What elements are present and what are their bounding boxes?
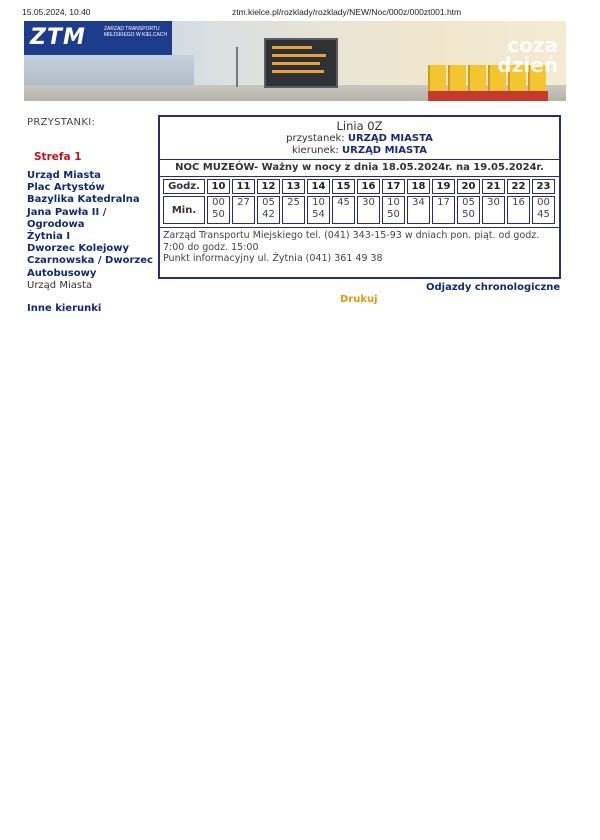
print-link[interactable]: Drukuj — [340, 294, 378, 305]
ztm-logo — [24, 21, 172, 55]
minute-cell — [432, 196, 455, 224]
minute-cell — [482, 196, 505, 224]
banner-pole — [236, 47, 238, 87]
minute-value: 45 — [537, 209, 550, 220]
minute-cell — [207, 196, 230, 224]
minute-value: 10 — [387, 197, 400, 208]
validity-notice: NOC MUZEÓW- Ważny w nocy z dnia 18.05.2024r. na 19.05.2024r. — [160, 159, 559, 177]
hour-cell: 21 — [482, 179, 505, 194]
stops-sidebar — [27, 117, 157, 314]
minute-value: 30 — [487, 197, 500, 208]
departures-table — [161, 177, 557, 226]
minute-cell — [507, 196, 530, 224]
minute-value: 34 — [412, 197, 425, 208]
minute-value: 54 — [312, 209, 325, 220]
hour-cell: 17 — [382, 179, 405, 194]
minute-value: 10 — [312, 197, 325, 208]
current-stop: Urząd Miasta — [27, 279, 93, 291]
line-name: Linia 0Z — [336, 119, 383, 133]
banner-info-screen — [264, 38, 338, 88]
stop-link[interactable]: Urząd Miasta — [27, 170, 101, 181]
minutes-row — [163, 196, 555, 224]
stop-link[interactable]: Jana Pawła II / Ogrodowa — [27, 206, 107, 230]
minute-value: 45 — [337, 197, 350, 208]
stops-list — [27, 170, 157, 292]
chronological-departures-link[interactable]: Odjazdy chronologiczne — [426, 282, 561, 293]
minute-cell — [332, 196, 355, 224]
print-datetime: 15.05.2024, 10:40 — [22, 7, 91, 17]
hour-cell: 16 — [357, 179, 380, 194]
minute-value: 05 — [462, 197, 475, 208]
minute-value: 16 — [512, 197, 525, 208]
stop-link[interactable]: Dworzec Kolejowy — [27, 243, 130, 255]
minutes-label: Min. — [163, 196, 205, 224]
stop-link[interactable]: Bazylika Katedralna — [27, 194, 140, 206]
hour-cell: 15 — [332, 179, 355, 194]
direction-label: kierunek: — [291, 145, 339, 156]
stop-label: przystanek: — [286, 133, 345, 144]
minute-value: 30 — [362, 197, 375, 208]
watermark-line-2: dzień — [497, 53, 558, 77]
hours-label: Godz. — [163, 179, 205, 194]
direction-name: URZĄD MIASTA — [342, 145, 427, 156]
hour-cell: 11 — [232, 179, 255, 194]
stop-link[interactable]: Czarnowska / Dworzec Autobusowy — [27, 255, 153, 279]
hours-row — [163, 179, 555, 194]
timetable-panel — [158, 115, 561, 279]
minute-value: 50 — [212, 209, 225, 220]
minute-value: 42 — [262, 209, 275, 220]
hour-cell: 22 — [507, 179, 530, 194]
minute-cell — [357, 196, 380, 224]
minute-value: 25 — [287, 197, 300, 208]
stop-row — [160, 133, 559, 145]
info-point: Punkt informacyjny ul. Żytnia (041) 361 49 38 — [163, 253, 383, 264]
minute-value: 50 — [462, 209, 475, 220]
hour-cell: 12 — [257, 179, 280, 194]
minute-cell — [457, 196, 480, 224]
hour-cell: 23 — [532, 179, 555, 194]
minute-cell — [282, 196, 305, 224]
stops-heading: PRZYSTANKI: — [27, 117, 96, 128]
minute-value: 17 — [437, 197, 450, 208]
minute-value: 00 — [537, 197, 550, 208]
stop-name: URZĄD MIASTA — [347, 133, 433, 144]
hour-cell: 10 — [207, 179, 230, 194]
hour-cell: 19 — [432, 179, 455, 194]
print-url: ztm.kielce.pl/rozklady/rozklady/NEW/Noc/000z/000zt001.htm — [232, 7, 462, 17]
hour-cell: 13 — [282, 179, 305, 194]
hour-cell: 18 — [407, 179, 430, 194]
contact-info — [160, 227, 559, 267]
minute-cell — [307, 196, 330, 224]
minute-value: 05 — [262, 197, 275, 208]
hour-cell: 20 — [457, 179, 480, 194]
ztm-logo-mark: ZTM — [30, 25, 86, 50]
minute-value: 00 — [212, 197, 225, 208]
minute-cell — [257, 196, 280, 224]
stop-link[interactable]: Plac Artystów — [27, 182, 105, 194]
ztm-logo-text: ZARZĄD TRANSPORTU MIEJSKIEGO W KIELCACH — [104, 26, 168, 38]
stop-link[interactable]: Żytnia I — [27, 231, 71, 243]
watermark-line-1: coza — [507, 33, 558, 57]
direction-row — [160, 145, 559, 157]
print-header — [22, 7, 578, 19]
minute-cell — [232, 196, 255, 224]
timetable-header — [160, 117, 559, 159]
other-directions-link[interactable]: Inne kierunki — [27, 303, 102, 315]
minute-cell — [532, 196, 555, 224]
hour-cell: 14 — [307, 179, 330, 194]
minute-cell — [407, 196, 430, 224]
minute-cell — [382, 196, 405, 224]
watermark — [497, 35, 558, 75]
ztm-phone-info: Zarząd Transportu Miejskiego tel. (041) 343-15-93 w dniach pon. piąt. od godz. 7:00 do godz. 15:00 — [163, 230, 540, 253]
minute-value: 50 — [387, 209, 400, 220]
zone-label: Strefa 1 — [34, 151, 82, 163]
minute-value: 27 — [237, 197, 250, 208]
header-banner — [24, 21, 566, 101]
